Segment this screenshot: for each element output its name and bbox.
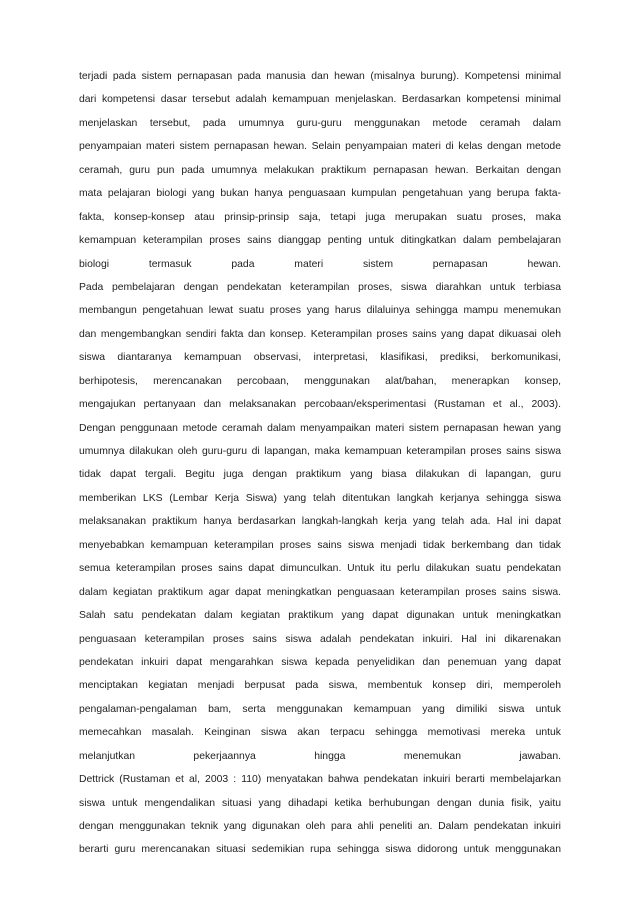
text-line: membangun pengetahuan lewat suatu proses yang harus dilaluinya sehingga mampu menemukan [79, 305, 561, 317]
text-line: mengajukan pertanyaan dan melaksanakan percobaan/eksperimentasi (Rustaman et al., 2003). [79, 399, 561, 411]
text-line: dari kompetensi dasar tersebut adalah kemampuan menjelaskan. Berdasarkan kompetensi minimal [79, 94, 561, 106]
text-line: melanjutkan pekerjaannya hingga menemukan jawaban. [79, 750, 561, 762]
text-line: memecahkan masalah. Keinginan siswa akan terpacu sehingga memotivasi mereka untuk [79, 727, 561, 739]
text-line: umumnya dilakukan oleh guru-guru di lapangan, maka kemampuan keterampilan proses sains siswa [79, 446, 561, 457]
text-line: terjadi pada sistem pernapasan pada manusia dan hewan (misalnya burung). Kompetensi minimal [79, 71, 561, 82]
text-line: penyampaian materi sistem pernapasan hewan. Selain penyampaian materi di kelas dengan metode [79, 141, 561, 153]
text-line: tidak dapat tergali. Begitu juga dengan praktikum yang biasa dilakukan di lapangan, guru [79, 469, 561, 481]
text-line: dengan menggunakan teknik yang digunakan oleh para ahli peneliti an. Dalam pendekatan inkuiri [79, 821, 561, 832]
text-line: semua keterampilan proses sains dapat dimunculkan. Untuk itu perlu dilakukan suatu pendekatan [79, 563, 561, 575]
text-line: Pada pembelajaran dengan pendekatan keterampilan proses, siswa diarahkan untuk terbiasa [79, 281, 561, 293]
text-line: penguasaan keterampilan proses sains siswa adalah pendekatan inkuiri. Hal ini dikarenakan [79, 633, 561, 645]
text-line: menciptakan kegiatan menjadi berpusat pada siswa, membentuk konsep diri, memperoleh [79, 680, 561, 692]
text-line: memberikan LKS (Lembar Kerja Siswa) yang telah ditentukan langkah kerjanya sehingga siswa [79, 492, 561, 504]
text-line: dalam kegiatan praktikum agar dapat meningkatkan penguasaan keterampilan proses sains siswa. [79, 586, 561, 598]
text-line: siswa diantaranya kemampuan observasi, interpretasi, klasifikasi, prediksi, berkomunikasi, [79, 352, 561, 364]
text-line: ceramah, guru pun pada umumnya melakukan praktikum pernapasan hewan. Berkaitan dengan [79, 164, 561, 176]
text-line: menjelaskan tersebut, pada umumnya guru-guru menggunakan metode ceramah dalam [79, 117, 561, 129]
text-line: siswa untuk mengendalikan situasi yang dihadapi ketika berhubungan dengan dunia fisik, yaitu [79, 797, 561, 809]
text-line: biologi termasuk pada materi sistem pernapasan hewan. [79, 258, 561, 270]
text-line: mata pelajaran biologi yang bukan hanya penguasaan kumpulan pengetahuan yang berupa fakta- [79, 188, 561, 200]
text-line: fakta, konsep-konsep atau prinsip-prinsip saja, tetapi juga merupakan suatu proses, maka [79, 211, 561, 223]
text-line: pendekatan inkuiri dapat mengarahkan siswa kepada penyelidikan dan penemuan yang dapat [79, 656, 561, 668]
text-line: berhipotesis, merencanakan percobaan, menggunakan alat/bahan, menerapkan konsep, [79, 375, 561, 387]
text-line: Dettrick (Rustaman et al, 2003 : 110) menyatakan bahwa pendekatan inkuiri berarti membelajarkan [79, 774, 561, 786]
text-line: berarti guru merencanakan situasi sedemikian rupa sehingga siswa didorong untuk menggunakan [79, 844, 561, 856]
text-line: pengalaman-pengalaman bam, serta menggunakan kemampuan yang dimiliki siswa untuk [79, 703, 561, 715]
text-line: menyebabkan kemampuan keterampilan proses sains siswa menjadi tidak berkembang dan tidak [79, 539, 561, 551]
text-line: kemampuan keterampilan proses sains dianggap penting untuk ditingkatkan dalam pembelajaran [79, 235, 561, 247]
text-line: melaksanakan praktikum hanya berdasarkan langkah-langkah kerja yang telah ada. Hal ini dapat [79, 516, 561, 528]
text-line: dan mengembangkan sendiri fakta dan konsep. Keterampilan proses sains yang dapat dikuasai oleh [79, 328, 561, 340]
text-line: Dengan penggunaan metode ceramah dalam menyampaikan materi sistem pernapasan hewan yang [79, 422, 561, 434]
body-text [79, 65, 561, 862]
text-line: Salah satu pendekatan dalam kegiatan praktikum yang dapat digunakan untuk meningkatkan [79, 610, 561, 622]
